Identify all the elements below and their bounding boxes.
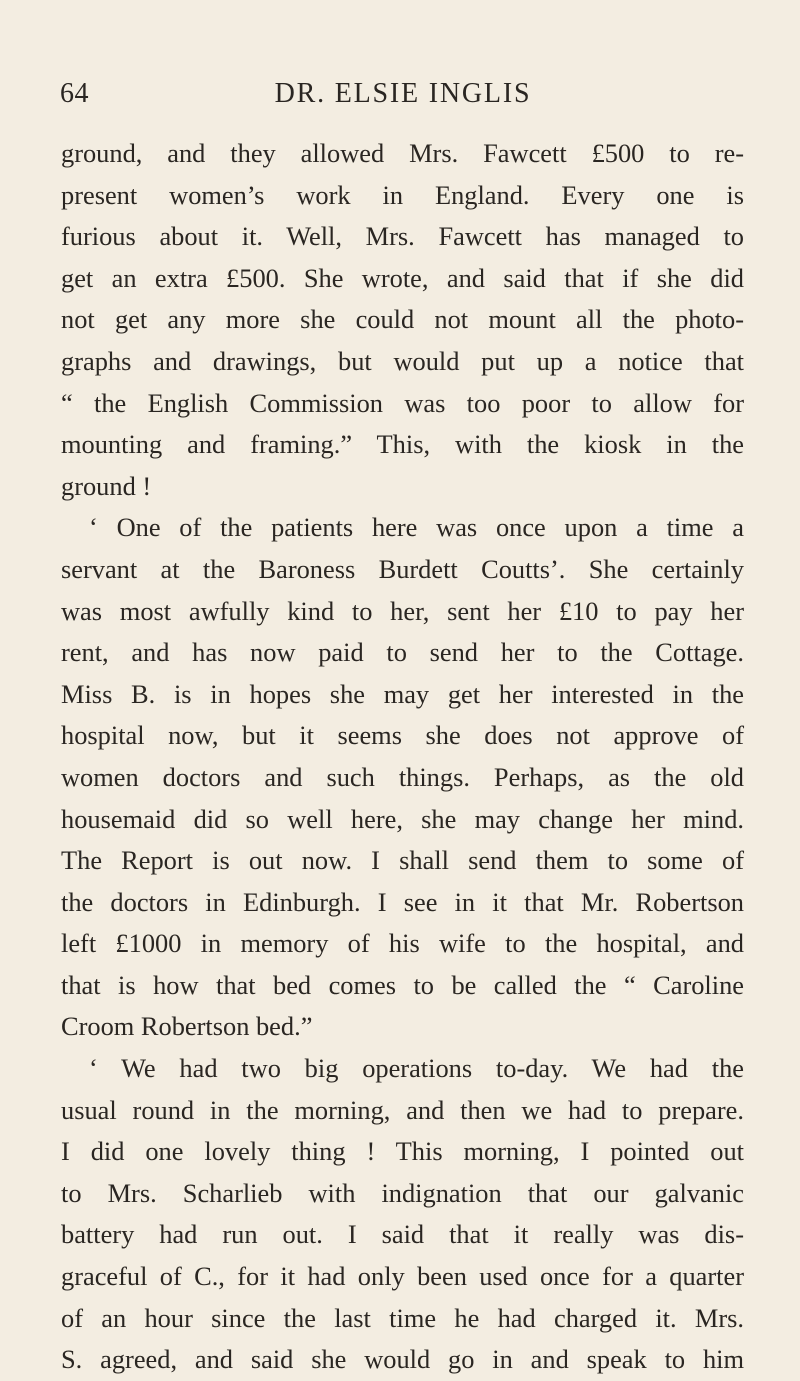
text-line: left £1000 in memory of his wife to the hospital, and	[61, 928, 744, 959]
page-number: 64	[60, 78, 89, 109]
text-line: that is how that bed comes to be called the “ Caroline	[61, 969, 744, 1000]
text-line: ground, and they allowed Mrs. Fawcett £500 to re-	[61, 138, 744, 168]
text-line: rent, and has now paid to send her to the Cottage.	[61, 637, 744, 668]
text-line: usual round in the morning, and then we had to prepare.	[61, 1094, 744, 1125]
text-line: ‘ We had two big operations to-day. We had the	[89, 1053, 744, 1084]
text-line: present women’s work in England. Every one is	[61, 179, 744, 210]
body-text	[61, 133, 744, 1381]
text-line: S. agreed, and said she would go in and speak to him	[61, 1344, 744, 1375]
text-line: the doctors in Edinburgh. I see in it that Mr. Robertson	[61, 886, 744, 917]
text-line: women doctors and such things. Perhaps, as the old	[61, 761, 744, 792]
text-line: Croom Robertson bed.”	[61, 1011, 313, 1042]
text-line: mounting and framing.” This, with the kiosk in the	[61, 429, 744, 460]
text-line: graceful of C., for it had only been used once for a quarter	[61, 1261, 744, 1292]
text-line: The Report is out now. I shall send them to some of	[61, 845, 744, 876]
text-line: hospital now, but it seems she does not approve of	[61, 720, 744, 751]
running-head	[60, 78, 746, 118]
text-line: was most awfully kind to her, sent her £10 to pay her	[61, 595, 744, 626]
text-line: battery had run out. I said that it really was dis-	[61, 1219, 744, 1250]
text-line: housemaid did so well here, she may change her mind.	[61, 803, 744, 834]
text-line: to Mrs. Scharlieb with indignation that our galvanic	[61, 1177, 744, 1208]
text-line: Miss B. is in hopes she may get her interested in the	[61, 678, 744, 709]
running-title: DR. ELSIE INGLIS	[274, 78, 532, 109]
text-line: servant at the Baroness Burdett Coutts’. She certainly	[61, 553, 744, 584]
text-line: get an extra £500. She wrote, and said that if she did	[61, 262, 744, 293]
text-line: graphs and drawings, but would put up a notice that	[61, 345, 744, 376]
text-line: not get any more she could not mount all the photo-	[61, 304, 744, 335]
text-line: “ the English Commission was too poor to allow for	[61, 387, 744, 418]
text-line: I did one lovely thing ! This morning, I pointed out	[61, 1136, 744, 1167]
text-line: ground !	[61, 470, 152, 501]
text-line: ‘ One of the patients here was once upon a time a	[89, 512, 744, 543]
text-line: furious about it. Well, Mrs. Fawcett has managed to	[61, 221, 744, 252]
text-line: of an hour since the last time he had charged it. Mrs.	[61, 1302, 744, 1333]
